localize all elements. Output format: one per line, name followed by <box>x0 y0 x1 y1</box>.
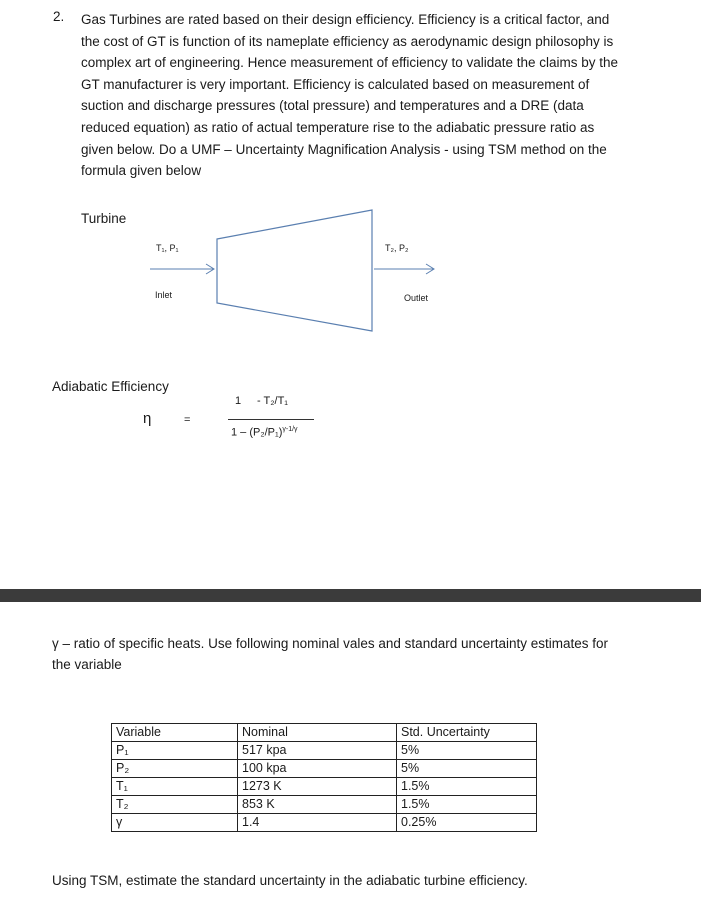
question-line: reduced equation) as ratio of actual temperature rise to the adiabatic pressure ratio as <box>81 119 595 135</box>
page-separator <box>0 589 701 602</box>
cell-nominal: 100 kpa <box>238 760 397 778</box>
formula-heading: Adiabatic Efficiency <box>52 379 169 394</box>
cell-uncertainty: 0.25% <box>397 814 537 832</box>
denominator-exponent: γ-1/γ <box>282 426 298 433</box>
question-line: formula given below <box>81 163 202 179</box>
fraction-bar <box>228 419 314 420</box>
cell-uncertainty: 1.5% <box>397 778 537 796</box>
cell-variable: P₁ <box>112 742 238 760</box>
table-row <box>112 814 537 832</box>
cell-variable: γ <box>112 814 238 832</box>
cell-variable: T₁ <box>112 778 238 796</box>
question-line: Gas Turbines are rated based on their design efficiency. Efficiency is a critical factor, and <box>81 12 610 27</box>
question-line: given below. Do a UMF – Uncertainty Magnification Analysis - using TSM method on the <box>81 141 607 157</box>
question-line: complex art of engineering. Hence measurement of efficiency to validate the claims by the <box>81 55 619 71</box>
table-row <box>112 796 537 814</box>
equals-sign: = <box>184 414 191 426</box>
uncertainty-table <box>111 723 537 832</box>
inlet-label: Inlet <box>155 290 173 300</box>
table-header-row <box>112 724 537 742</box>
outlet-state-label: T₂, P₂ <box>385 243 409 253</box>
turbine-shape <box>217 210 372 331</box>
inlet-state-label: T₁, P₁ <box>156 243 179 253</box>
question-number: 2. <box>53 9 65 24</box>
cell-uncertainty: 5% <box>397 742 537 760</box>
turbine-diagram <box>0 200 701 340</box>
numerator-one: 1 <box>235 395 242 407</box>
header-std-uncertainty: Std. Uncertainty <box>397 724 537 742</box>
gamma-description-line1: γ – ratio of specific heats. Use following nominal vales and standard uncertainty estimates for <box>52 636 609 651</box>
closing-instruction: Using TSM, estimate the standard uncertainty in the adiabatic turbine efficiency. <box>52 873 528 888</box>
table-row <box>112 778 537 796</box>
gamma-description-line2: the variable <box>52 657 122 672</box>
header-variable: Variable <box>112 724 238 742</box>
question-line: the cost of GT is function of its nameplate efficiency as aerodynamic design philosophy is <box>81 33 614 49</box>
outlet-label: Outlet <box>404 293 429 303</box>
denominator-main: 1 – (P₂/P₁) <box>231 426 283 439</box>
cell-nominal: 853 K <box>238 796 397 814</box>
numerator-ratio: - T₂/T₁ <box>257 395 288 407</box>
cell-uncertainty: 5% <box>397 760 537 778</box>
cell-variable: T₂ <box>112 796 238 814</box>
eta-symbol: η <box>143 410 152 427</box>
cell-variable: P₂ <box>112 760 238 778</box>
turbine-title: Turbine <box>81 211 127 226</box>
cell-nominal: 1.4 <box>238 814 397 832</box>
cell-nominal: 1273 K <box>238 778 397 796</box>
cell-uncertainty: 1.5% <box>397 796 537 814</box>
denominator <box>231 426 298 439</box>
header-nominal: Nominal <box>238 724 397 742</box>
question-text <box>81 9 656 182</box>
question-line: suction and discharge pressures (total pressure) and temperatures and a DRE (data <box>81 98 584 114</box>
table-row <box>112 742 537 760</box>
cell-nominal: 517 kpa <box>238 742 397 760</box>
question-line: GT manufacturer is very important. Efficiency is calculated based on measurement of <box>81 76 590 92</box>
table-row <box>112 760 537 778</box>
